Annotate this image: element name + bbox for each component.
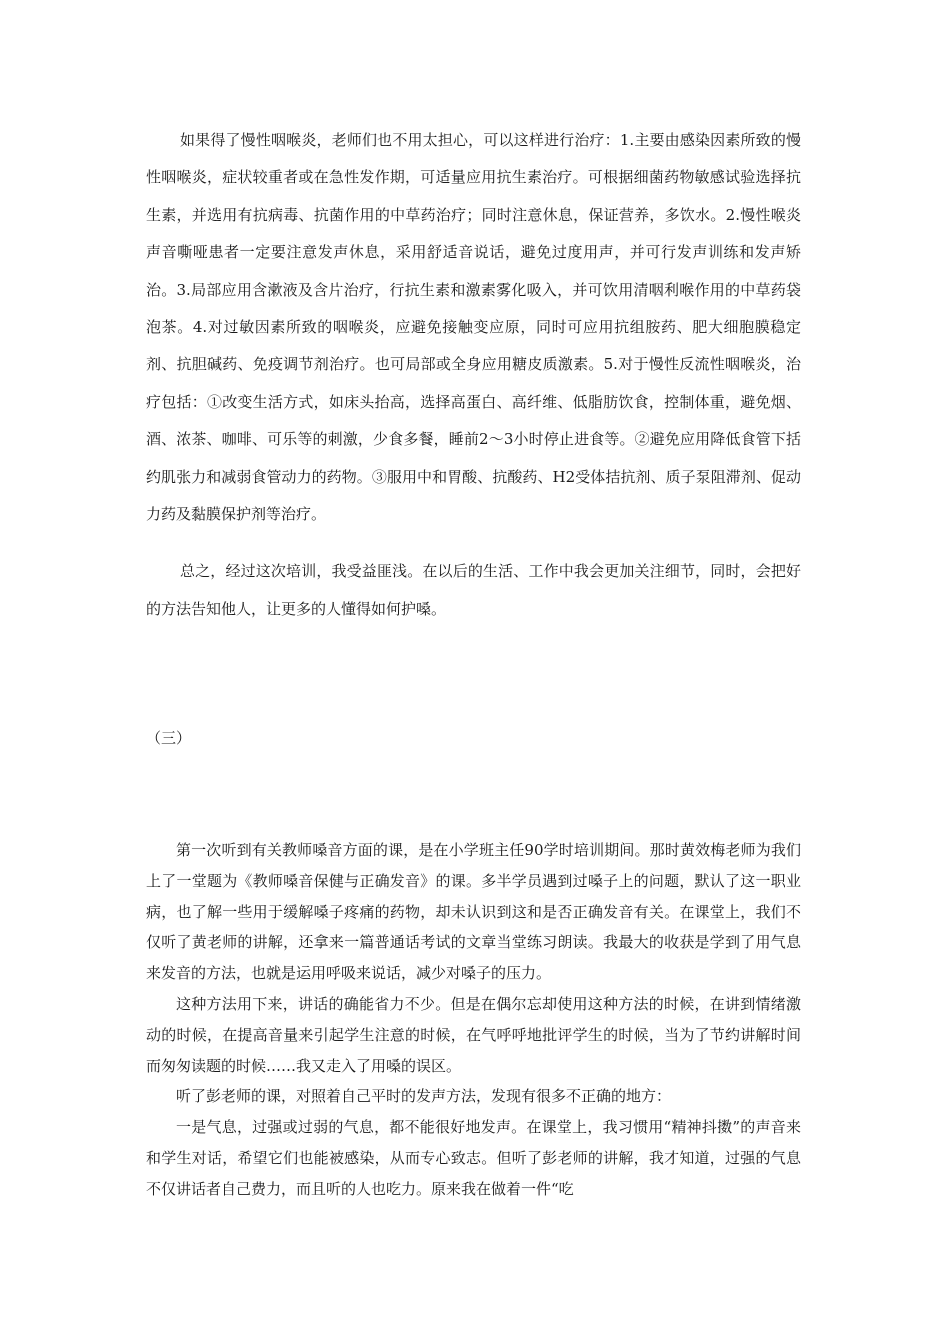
section-marker: （三） bbox=[146, 729, 192, 747]
summary-paragraph: 总之，经过这次培训，我受益匪浅。在以后的生活、工作中我会更加关注细节，同时，会把好的方法告知他人，让更多的人懂得如何护嗓。 bbox=[146, 562, 801, 618]
section-three-body bbox=[146, 835, 801, 1205]
body-paragraph: 第一次听到有关教师嗓音方面的课，是在小学班主任90学时培训期间。那时黄效梅老师为我们上了一堂题为《教师嗓音保健与正确发音》的课。多半学员遇到过嗓子上的问题，默认了这一职业病，也了解一些用于缓解嗓子疼痛的药物，却未认识到这和是否正确发音有关。在课堂上，我们不仅听了黄老师的讲解，还拿来一篇普通话考试的文章当堂练习朗读。我最大的收获是学到了用气息来发音的方法，也就是运用呼吸来说话，减少对嗓子的压力。 bbox=[146, 841, 801, 983]
body-paragraph: 这种方法用下来，讲话的确能省力不少。但是在偶尔忘却使用这种方法的时候，在讲到情绪激动的时候，在提高音量来引起学生注意的时候，在气呼呼地批评学生的时候，当为了节约讲解时间而匆匆读题的时候……我又走入了用嗓的误区。 bbox=[146, 994, 801, 1075]
section-two-body bbox=[146, 122, 801, 628]
treatment-paragraph: 如果得了慢性咽喉炎，老师们也不用太担心，可以这样进行治疗：1.主要由感染因素所致的慢性咽喉炎，症状较重者或在急性发作期，可适量应用抗生素治疗。可根据细菌药物敏感试验选择抗生素，并选用有抗病毒、抗菌作用的中草药治疗；同时注意休息，保证营养，多饮水。2.慢性喉炎声音嘶哑患者一定要注意发声休息，采用舒适音说话，避免过度用声，并可行发声训练和发声矫治。3.局部应用含漱液及含片治疗，行抗生素和激素雾化吸入，并可饮用清咽利喉作用的中草药袋泡茶。4.对过敏因素所致的咽喉炎，应避免接触变应原，同时可应用抗组胺药、肥大细胞膜稳定剂、抗胆碱药、免疫调节剂治疗。也可局部或全身应用糖皮质激素。5.对于慢性反流性咽喉炎，治疗包括：①改变生活方式，如床头抬高，选择高蛋白、高纤维、低脂肪饮食，控制体重，避免烟、酒、浓茶、咖啡、可乐等的刺激，少食多餐，睡前2～3小时停止进食等。②避免应用降低食管下括约肌张力和减弱食管动力的药物。③服用中和胃酸、抗酸药、H2受体拮抗剂、质子泵阻滞剂、促动力药及黏膜保护剂等治疗。 bbox=[146, 131, 801, 524]
paragraph-gap bbox=[146, 533, 801, 553]
body-paragraph: 一是气息，过强或过弱的气息，都不能很好地发声。在课堂上，我习惯用“精神抖擞”的声音来和学生对话，希望它们也能被感染，从而专心致志。但听了彭老师的讲解，我才知道，过强的气息不仅讲话者自己费力，而且听的人也吃力。原来我在做着一件“吃 bbox=[146, 1118, 801, 1198]
body-paragraph: 听了彭老师的课，对照着自己平时的发声方法，发现有很多不正确的地方： bbox=[176, 1087, 672, 1106]
